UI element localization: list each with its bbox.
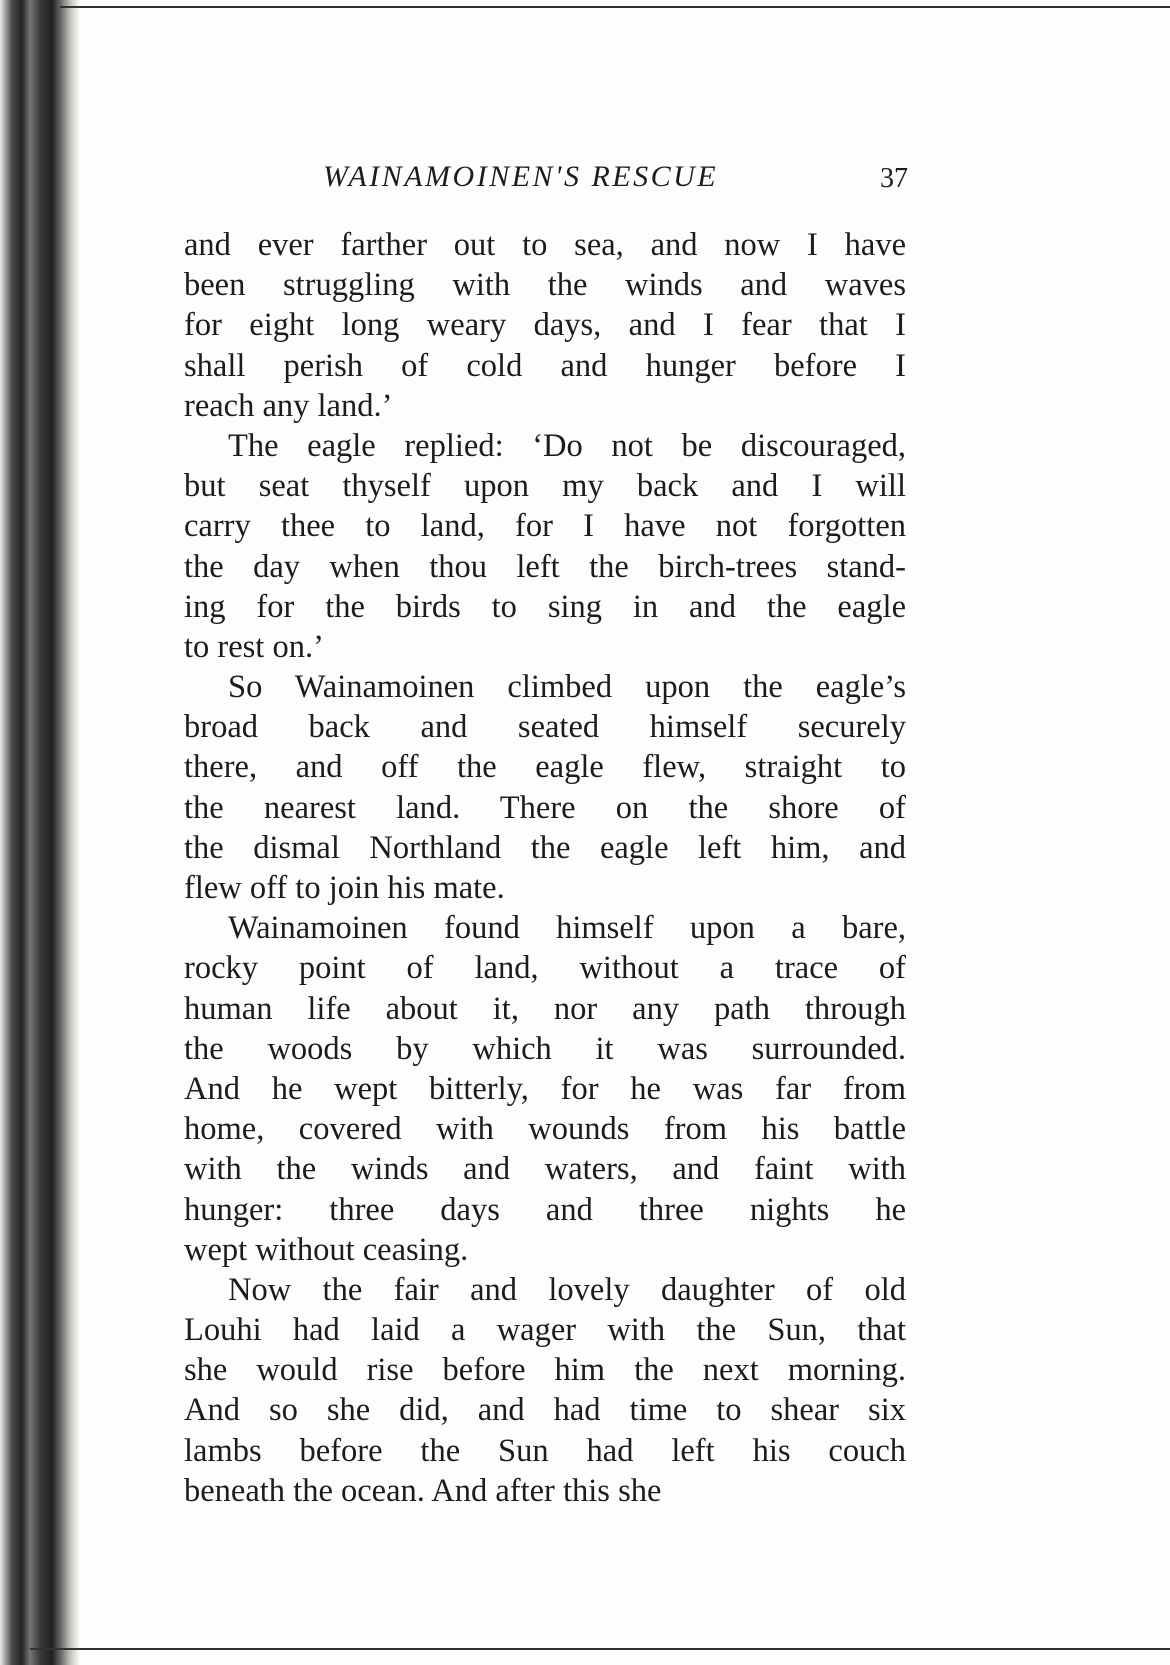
page-number: 37 <box>880 163 908 194</box>
text-line: beneath the ocean. And after this she <box>184 1472 662 1509</box>
text-line: been struggling with the winds and waves <box>184 267 906 304</box>
text-line: reach any land.’ <box>184 387 393 424</box>
paragraph <box>184 426 906 667</box>
text-line: flew off to join his mate. <box>184 870 505 906</box>
text-line: wept without ceasing. <box>184 1231 469 1268</box>
text-line: she would rise before him the next morning. <box>184 1352 906 1389</box>
text-line: for eight long weary days, and I fear that I <box>184 307 906 344</box>
text-line: Now the fair and lovely daughter of old <box>228 1271 906 1308</box>
text-line: hunger: three days and three nights he <box>184 1191 906 1228</box>
text-line: carry thee to land, for I have not forgotten <box>184 508 906 545</box>
text-line: the day when thou left the birch-trees stand- <box>184 548 906 585</box>
text-line: to rest on.’ <box>184 628 324 665</box>
text-line: And he wept bitterly, for he was far from <box>184 1070 906 1107</box>
text-line: but seat thyself upon my back and I will <box>184 468 906 505</box>
text-line: So Wainamoinen climbed upon the eagle’s <box>228 669 906 706</box>
paragraph <box>184 1270 906 1511</box>
text-line: Wainamoinen found himself upon a bare, <box>228 910 906 947</box>
text-line: lambs before the Sun had left his couch <box>184 1432 906 1469</box>
running-head: WAINAMOINEN'S RESCUE <box>323 160 719 193</box>
text-line: the nearest land. There on the shore of <box>184 789 906 826</box>
top-border-line <box>60 6 1170 8</box>
body-text <box>184 225 906 1511</box>
text-line: rocky point of land, without a trace of <box>184 950 906 987</box>
text-line: Louhi had laid a wager with the Sun, that <box>184 1312 906 1349</box>
text-line: the woods by which it was surrounded. <box>184 1030 906 1067</box>
paragraph <box>184 225 906 426</box>
bottom-border-line <box>30 1648 1170 1650</box>
paragraph <box>184 908 906 1270</box>
text-line: ing for the birds to sing in and the eagle <box>184 588 906 625</box>
text-line: the dismal Northland the eagle left him, and <box>184 829 906 866</box>
text-line: and ever farther out to sea, and now I have <box>184 227 906 263</box>
book-binding-edge <box>0 0 80 1665</box>
text-line: with the winds and waters, and faint with <box>184 1151 906 1188</box>
text-line: human life about it, nor any path through <box>184 990 906 1027</box>
text-line: broad back and seated himself securely <box>184 709 906 746</box>
text-line: home, covered with wounds from his battle <box>184 1111 906 1148</box>
text-line: And so she did, and had time to shear six <box>184 1392 906 1429</box>
text-line: The eagle replied: ‘Do not be discouraged, <box>228 427 906 464</box>
text-line: shall perish of cold and hunger before I <box>184 347 906 384</box>
text-line: there, and off the eagle flew, straight to <box>184 749 906 786</box>
paragraph <box>184 667 906 908</box>
